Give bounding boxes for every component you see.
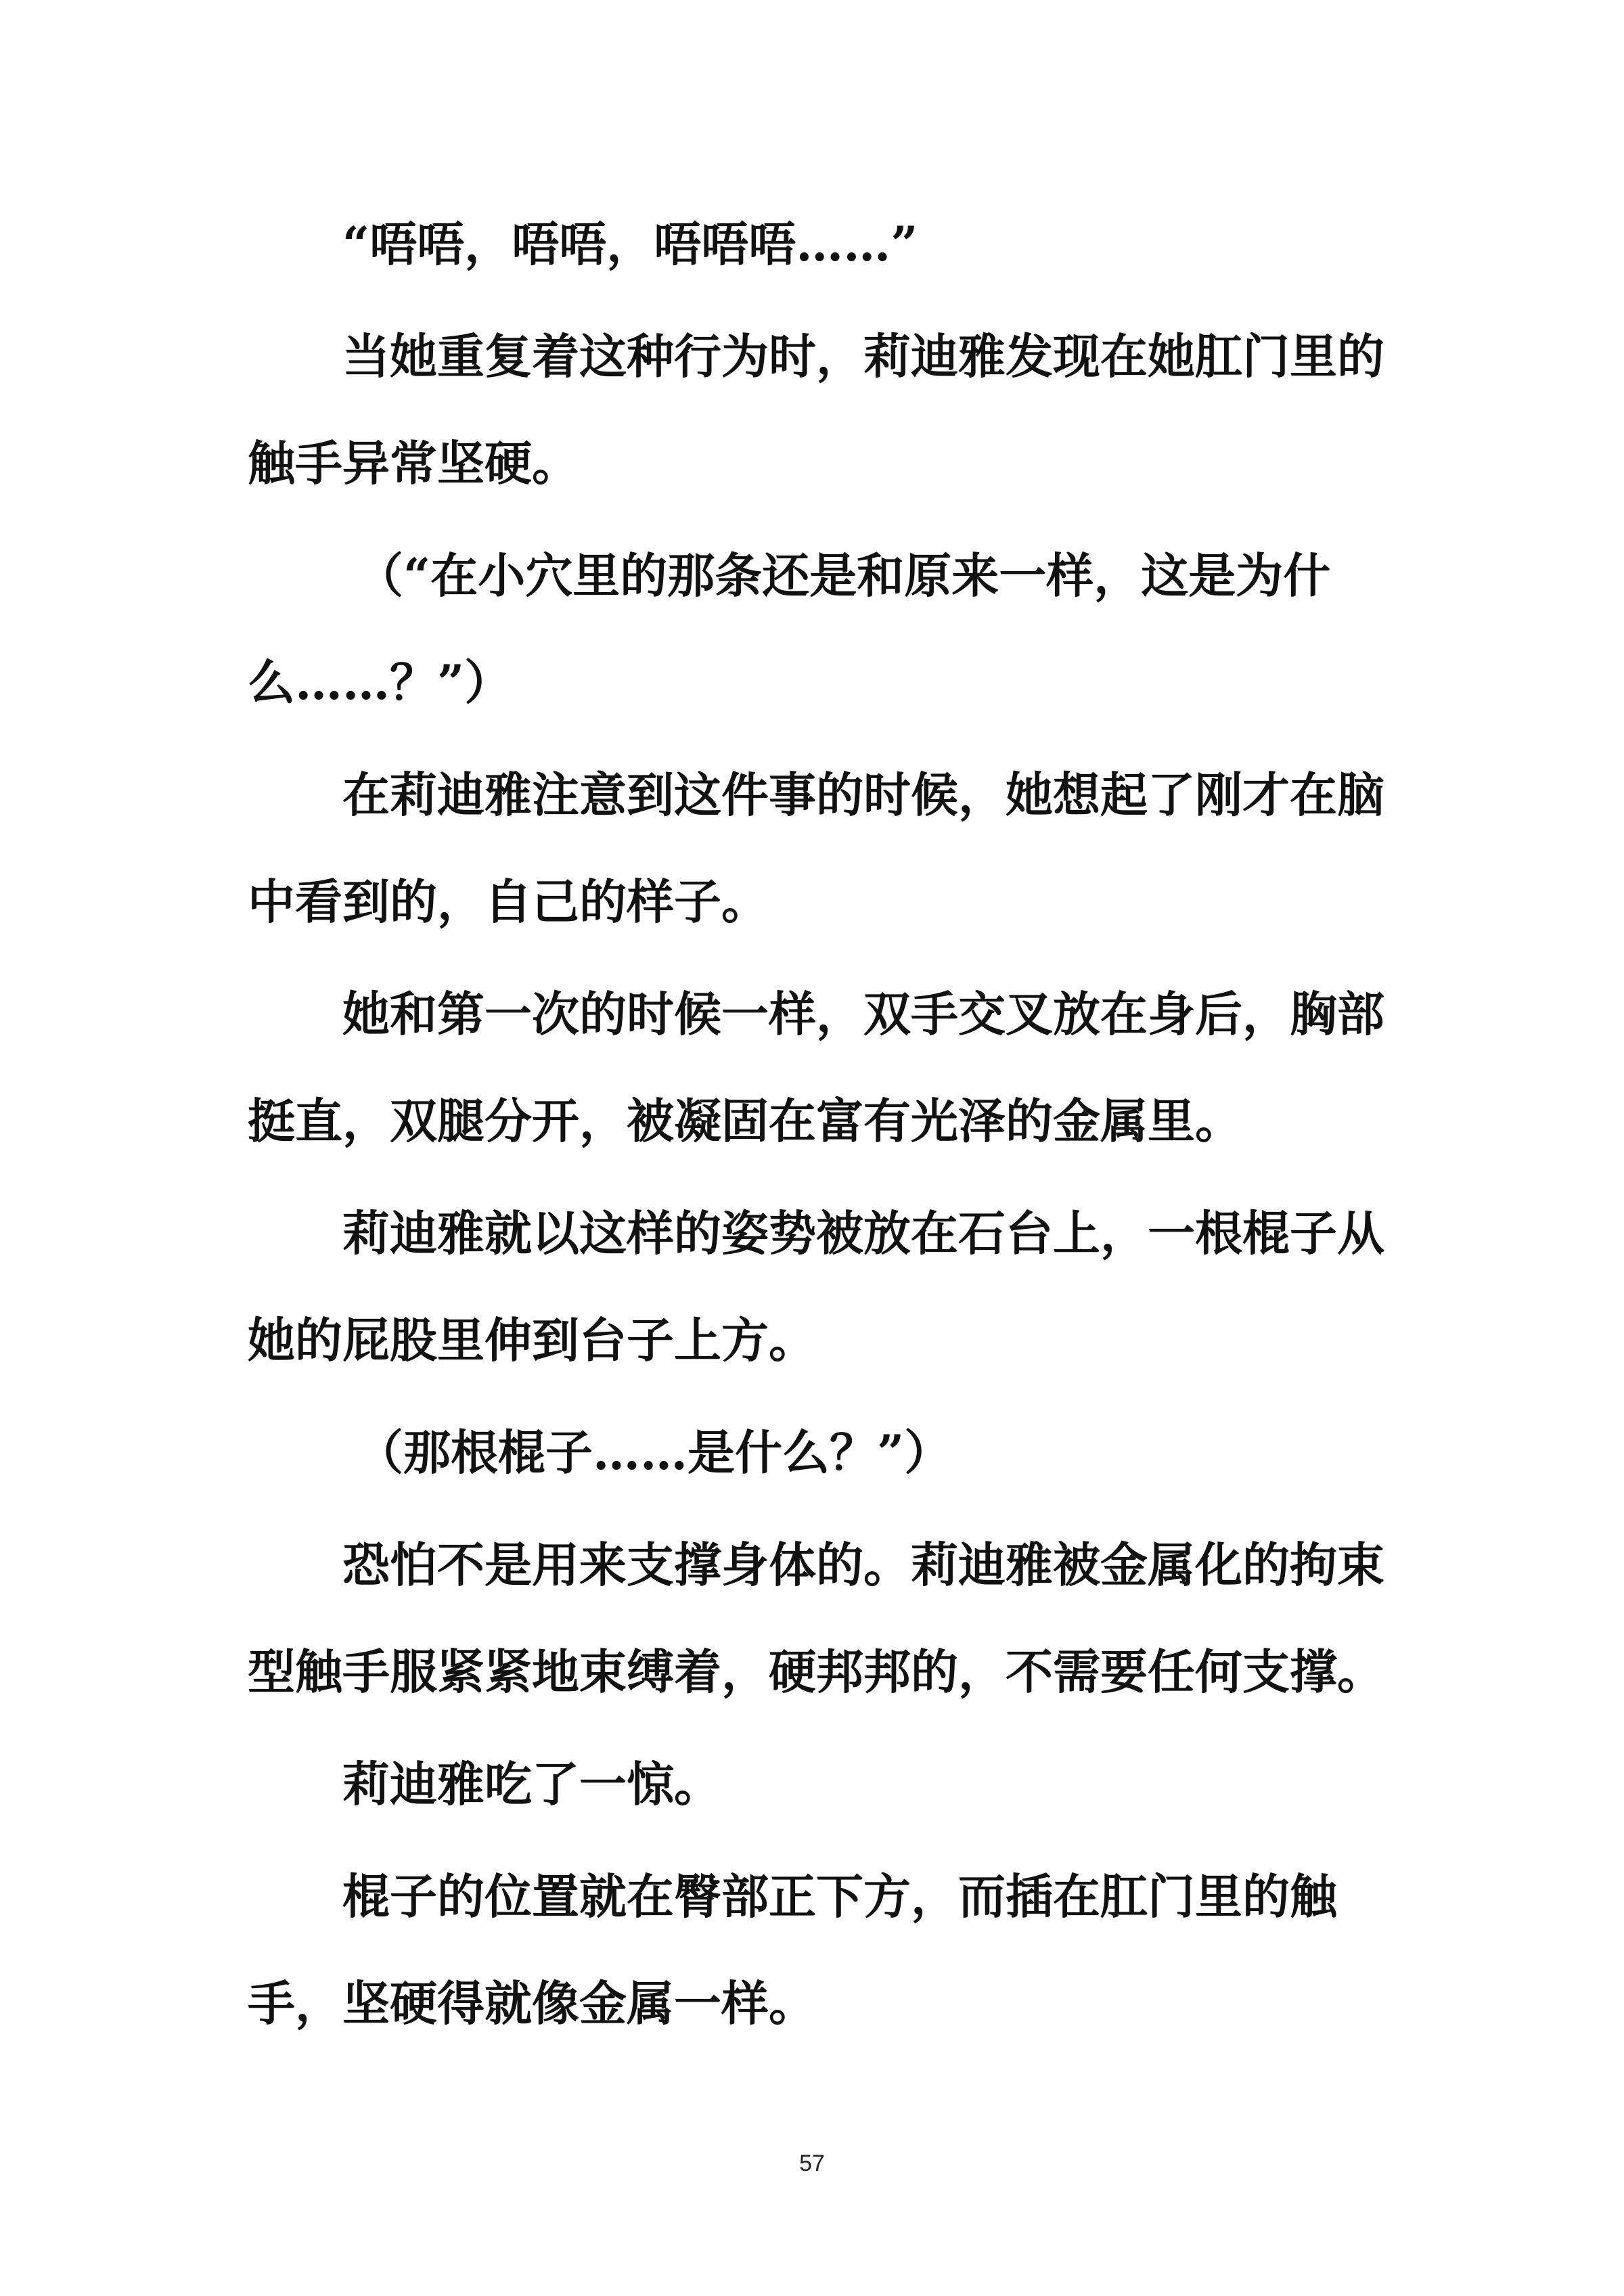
paragraph-2: 当她重复着这种行为时，莉迪雅发现在她肛门里的触手异常坚硬。 bbox=[248, 328, 1384, 491]
paragraph-3: （“在小穴里的那条还是和原来一样，这是为什么……？”） bbox=[248, 547, 1331, 711]
paragraph-10: 棍子的位置就在臀部正下方，而插在肛门里的触手，坚硬得就像金属一样。 bbox=[248, 1868, 1337, 2031]
paragraph-8: 恐怕不是用来支撑身体的。莉迪雅被金属化的拘束型触手服紧紧地束缚着，硬邦邦的，不需要任何支撑。 bbox=[248, 1537, 1384, 1700]
paragraph-6: 莉迪雅就以这样的姿势被放在石台上，一根棍子从她的屁股里伸到台子上方。 bbox=[248, 1205, 1384, 1368]
paragraph-5: 她和第一次的时候一样，双手交叉放在身后，胸部挺直，双腿分开，被凝固在富有光泽的金属里。 bbox=[248, 986, 1384, 1149]
paragraph-1: “唔唔，唔唔，唔唔唔……” bbox=[342, 216, 918, 272]
paragraph-4: 在莉迪雅注意到这件事的时候，她想起了刚才在脑中看到的，自己的样子。 bbox=[248, 767, 1384, 930]
page-number: 57 bbox=[799, 2151, 825, 2176]
text-body bbox=[248, 191, 1384, 2063]
paragraph-7: （那根棍子……是什么？”） bbox=[356, 1424, 952, 1481]
paragraph-9: 莉迪雅吃了一惊。 bbox=[342, 1756, 721, 1812]
